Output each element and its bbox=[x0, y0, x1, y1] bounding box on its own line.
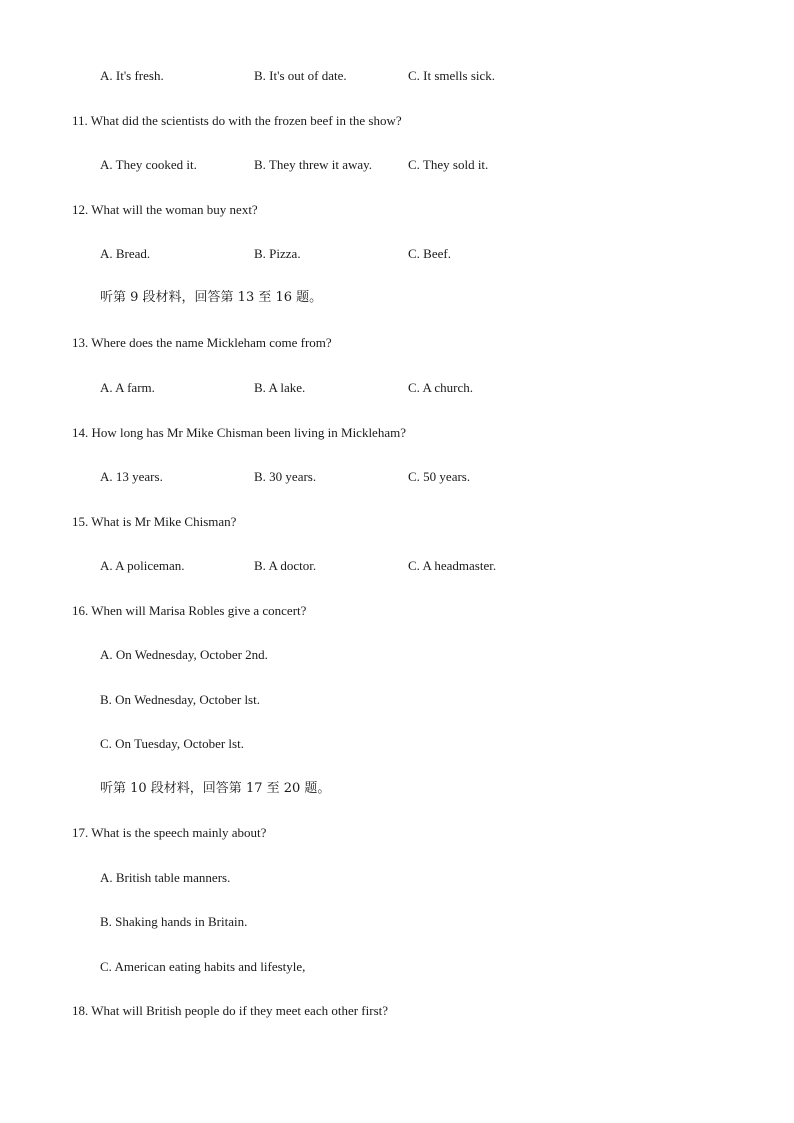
option-a: A. Bread. bbox=[100, 246, 151, 261]
question-14: 14. How long has Mr Mike Chisman been living in Mickleham? bbox=[72, 425, 406, 440]
section-instruction-10: 听第 10 段材料，回答第 17 至 20 题。 bbox=[100, 781, 331, 796]
option-row-q13 bbox=[100, 380, 620, 396]
option-a: A. It's fresh. bbox=[100, 68, 164, 83]
section-instruction-9: 听第 9 段材料，回答第 13 至 16 题。 bbox=[100, 290, 323, 305]
question-17: 17. What is the speech mainly about? bbox=[72, 825, 267, 840]
option-row-q14 bbox=[100, 469, 620, 485]
option-a: A. A farm. bbox=[100, 380, 155, 395]
option-row-q10 bbox=[100, 68, 620, 84]
option-a: A. A policeman. bbox=[100, 558, 185, 573]
option-a: A. British table manners. bbox=[100, 870, 231, 885]
question-11: 11. What did the scientists do with the frozen beef in the show? bbox=[72, 113, 402, 128]
option-c: C. American eating habits and lifestyle, bbox=[100, 959, 306, 974]
question-18: 18. What will British people do if they meet each other first? bbox=[72, 1003, 389, 1018]
option-b: B. A doctor. bbox=[254, 558, 317, 573]
option-a: A. On Wednesday, October 2nd. bbox=[100, 647, 268, 662]
question-16: 16. When will Marisa Robles give a concert? bbox=[72, 603, 307, 618]
option-b: B. On Wednesday, October lst. bbox=[100, 692, 260, 707]
option-row-q11 bbox=[100, 157, 620, 173]
option-c: C. A church. bbox=[408, 380, 473, 395]
question-13: 13. Where does the name Mickleham come from? bbox=[72, 335, 332, 350]
option-row-q12 bbox=[100, 246, 620, 262]
option-row-q15 bbox=[100, 558, 620, 574]
option-c: C. Beef. bbox=[408, 246, 451, 261]
question-15: 15. What is Mr Mike Chisman? bbox=[72, 514, 237, 529]
option-c: C. They sold it. bbox=[408, 157, 489, 172]
option-c: C. 50 years. bbox=[408, 469, 471, 484]
option-b: B. Pizza. bbox=[254, 246, 301, 261]
option-a: A. They cooked it. bbox=[100, 157, 197, 172]
option-b: B. 30 years. bbox=[254, 469, 317, 484]
option-b: B. It's out of date. bbox=[254, 68, 347, 83]
option-b: B. They threw it away. bbox=[254, 157, 373, 172]
option-c: C. On Tuesday, October lst. bbox=[100, 736, 244, 751]
option-a: A. 13 years. bbox=[100, 469, 163, 484]
option-c: C. It smells sick. bbox=[408, 68, 496, 83]
option-b: B. Shaking hands in Britain. bbox=[100, 914, 248, 929]
option-b: B. A lake. bbox=[254, 380, 306, 395]
question-12: 12. What will the woman buy next? bbox=[72, 202, 258, 217]
option-c: C. A headmaster. bbox=[408, 558, 497, 573]
